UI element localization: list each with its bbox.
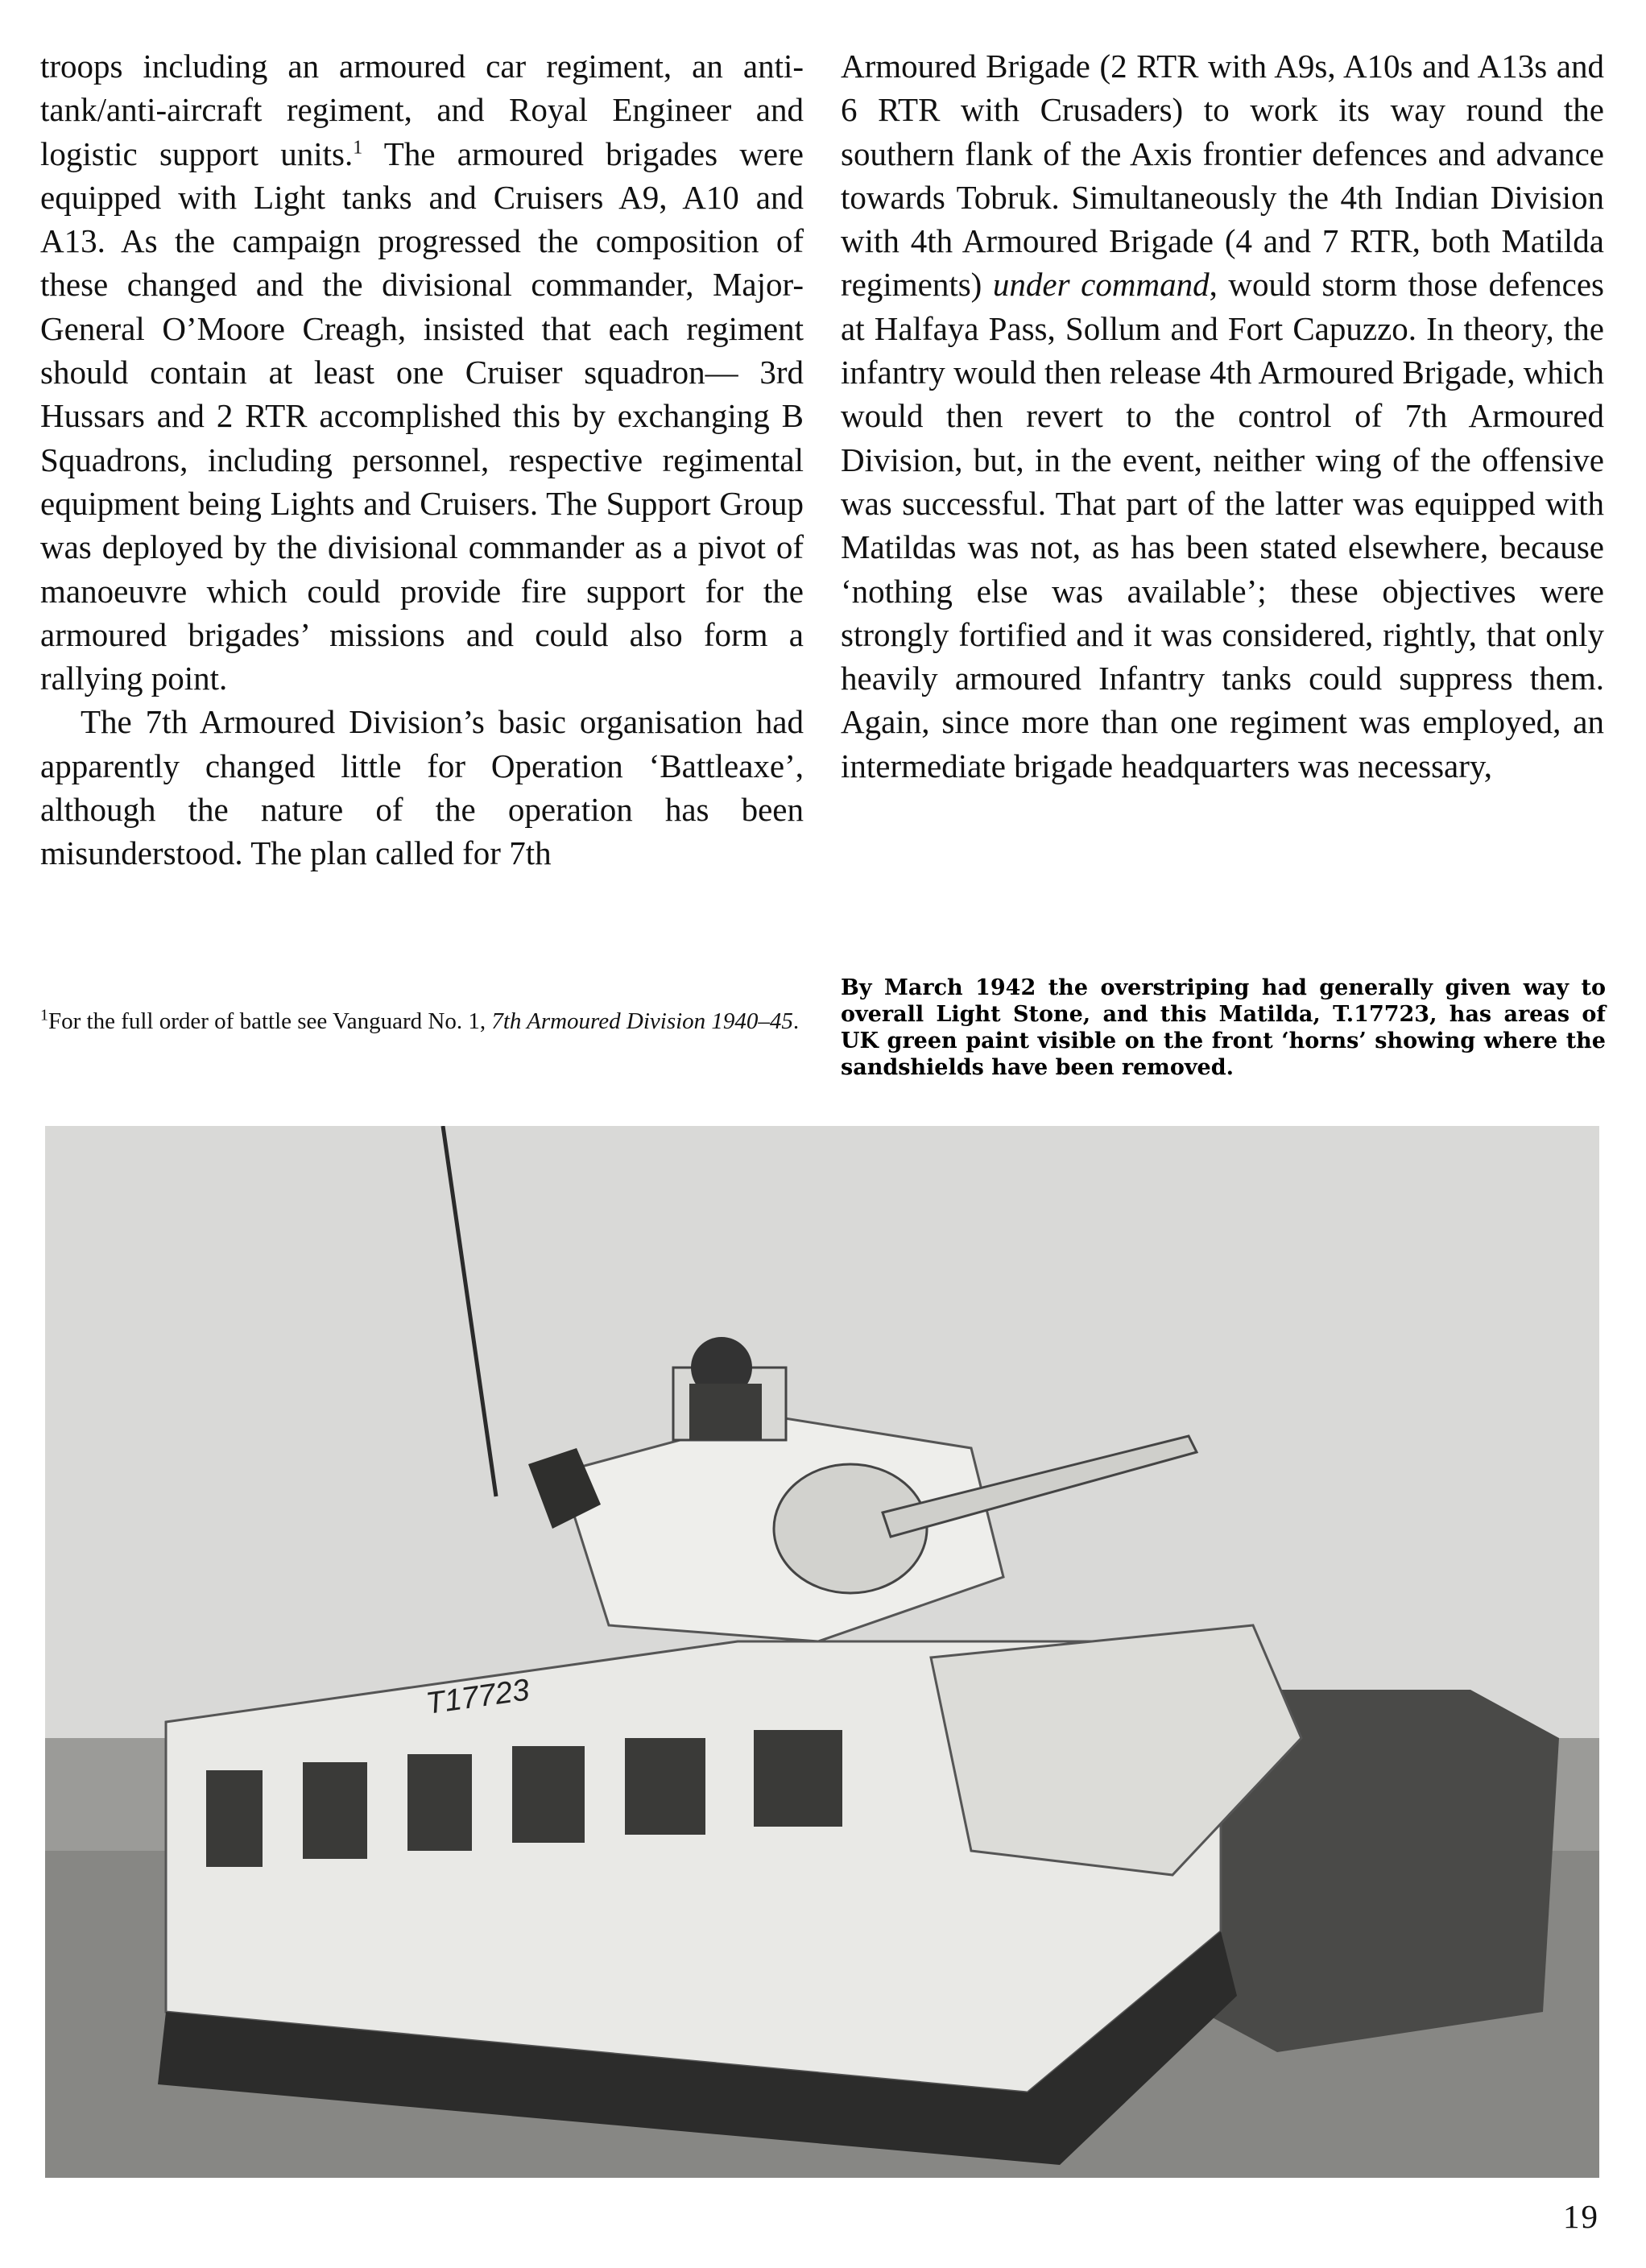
footnote-reference: 1 [353,136,363,158]
right-paragraph: Armoured Brigade (2 RTR with A9s, A10s and A13s and 6 RTR with Crusaders) to work its way round the southern flank of the Axis frontier defences and advance towards Tobruk. Simultaneously the 4th Indian Division with 4th Armoured Brigade (4 and 7 RTR, both Matilda regiments) under command, would storm those defences at Halfaya Pass, Sollum and Fort Capuzzo. In theory, the infantry would then release 4th Armoured Brigade, which would then revert to the control of 7th Armoured Division, but, in the event, neither wing of the offensive was successful. That part of the latter was equipped with Matildas was not, as has been stated elsewhere, because ‘nothing else was available’; these objectives were strongly fortified and it was considered, rightly, that only heavily armoured Infantry tanks could suppress them. Again, since more than one regiment was employed, an intermediate brigade headquarters was necessary, [841,48,1604,784]
matilda-tank-photo [45,1126,1599,2178]
page-number: 19 [1563,2198,1599,2235]
footnote: $^1$For the full order of battle see Vanguard No. 1, 7th Armoured Division 1940–45. [40,1006,800,1034]
photo-caption: By March 1942 the overstriping had generally given way to overall Light Stone, and this Matilda, T.17723, has areas of UK green paint visible on the front ‘horns’ showing where the sandshields have been removed. [841,975,1606,1080]
tank-illustration [45,1126,1599,2178]
left-text-column [40,44,804,875]
hull-marking: T17723 [424,1673,531,1721]
emphasis-under-command: under command [992,266,1210,304]
left-paragraph-2: The 7th Armoured Division’s basic organisation had apparently changed little for Operation ‘Battleaxe’, although the nature of the operation has been misunderstood. The plan called for 7th [40,703,804,872]
left-paragraph-1: troops including an armoured car regiment, an anti-tank/anti-aircraft regiment, and Royal Engineer and logistic support units.$^1$ The armoured brigades were equipped with Light tanks and Cruisers A9, A10 and A13. As the campaign progressed the composition of these changed and the divisional commander, Major-General O’Moore Creagh, insisted that each regiment should contain at least one Cruiser squadron— 3rd Hussars and 2 RTR accomplished this by exchanging B Squadrons, including personnel, respective regimental equipment being Lights and Cruisers. The Support Group was deployed by the divisional commander as a pivot of manoeuvre which could provide fire support for the armoured brigades’ missions and could also form a rallying point. [40,48,804,697]
right-text-column [841,44,1604,788]
